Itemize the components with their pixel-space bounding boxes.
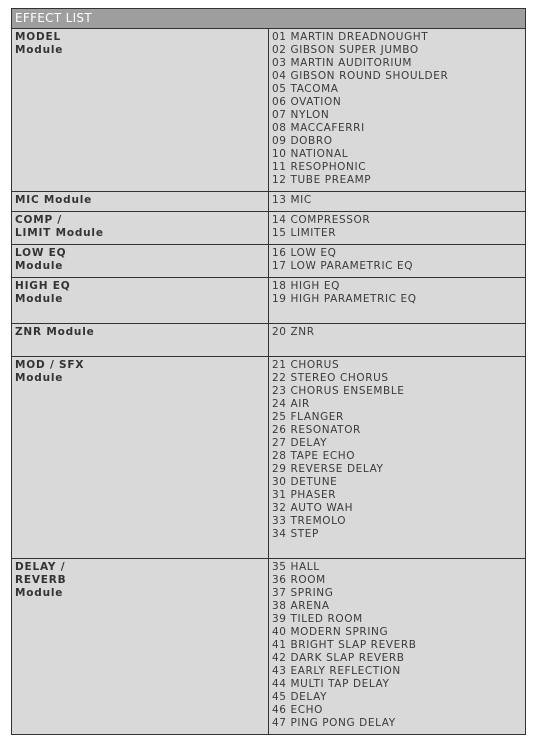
effects-cell — [269, 559, 526, 735]
effect-item: 03 MARTIN AUDITORIUM — [272, 57, 413, 69]
effect-item: 27 DELAY — [272, 437, 328, 449]
effect-item: 47 PING PONG DELAY — [272, 717, 396, 729]
module-name: HIGH EQ Module — [12, 278, 269, 324]
module-row — [12, 192, 526, 212]
effect-item: 33 TREMOLO — [272, 515, 347, 527]
module-name: LOW EQ Module — [12, 245, 269, 278]
effect-item: 39 TILED ROOM — [272, 613, 363, 625]
effect-item: 32 AUTO WAH — [272, 502, 354, 514]
effects-cell — [269, 245, 526, 278]
effect-item: 21 CHORUS — [272, 359, 340, 371]
effect-item: 28 TAPE ECHO — [272, 450, 356, 462]
module-name: MIC Module — [12, 192, 269, 212]
effect-item: 42 DARK SLAP REVERB — [272, 652, 405, 664]
effect-item: 34 STEP — [272, 528, 319, 540]
effect-item: 29 REVERSE DELAY — [272, 463, 384, 475]
effect-item: 20 ZNR — [272, 326, 315, 338]
effect-item: 43 EARLY REFLECTION — [272, 665, 401, 677]
effect-item: 13 MIC — [272, 194, 312, 206]
effect-item: 23 CHORUS ENSEMBLE — [272, 385, 405, 397]
module-row — [12, 29, 526, 192]
effect-item: 16 LOW EQ — [272, 247, 337, 259]
module-row — [12, 324, 526, 357]
effect-item: 04 GIBSON ROUND SHOULDER — [272, 70, 449, 82]
effect-item: 05 TACOMA — [272, 83, 339, 95]
module-name: ZNR Module — [12, 324, 269, 357]
effect-item: 14 COMPRESSOR — [272, 214, 371, 226]
module-name: DELAY / REVERB Module — [12, 559, 269, 735]
effect-item: 18 HIGH EQ — [272, 280, 340, 292]
effect-item: 38 ARENA — [272, 600, 330, 612]
module-row — [12, 212, 526, 245]
effect-item: 45 DELAY — [272, 691, 328, 703]
module-name: MOD / SFX Module — [12, 357, 269, 559]
effect-item: 12 TUBE PREAMP — [272, 174, 372, 186]
module-row — [12, 245, 526, 278]
effect-item: 15 LIMITER — [272, 227, 337, 239]
module-row — [12, 278, 526, 324]
effect-item: 22 STEREO CHORUS — [272, 372, 389, 384]
effect-item: 10 NATIONAL — [272, 148, 349, 160]
effect-item: 30 DETUNE — [272, 476, 338, 488]
effect-item: 06 OVATION — [272, 96, 342, 108]
module-name: MODEL Module — [12, 29, 269, 192]
module-row — [12, 559, 526, 735]
effect-item: 31 PHASER — [272, 489, 337, 501]
effect-item: 36 ROOM — [272, 574, 326, 586]
effect-item: 01 MARTIN DREADNOUGHT — [272, 31, 429, 43]
effect-item: 35 HALL — [272, 561, 320, 573]
effects-cell — [269, 324, 526, 357]
effects-cell — [269, 29, 526, 192]
module-row — [12, 357, 526, 559]
effect-item: 26 RESONATOR — [272, 424, 361, 436]
header-row — [12, 9, 526, 29]
effect-item: 25 FLANGER — [272, 411, 344, 423]
effects-cell — [269, 278, 526, 324]
effect-item: 11 RESOPHONIC — [272, 161, 367, 173]
effect-item: 17 LOW PARAMETRIC EQ — [272, 260, 414, 272]
effect-item: 37 SPRING — [272, 587, 334, 599]
effect-item: 46 ECHO — [272, 704, 324, 716]
effects-cell — [269, 357, 526, 559]
table-title: EFFECT LIST — [12, 9, 526, 29]
effect-item: 09 DOBRO — [272, 135, 333, 147]
effect-item: 02 GIBSON SUPER JUMBO — [272, 44, 419, 56]
effect-item: 24 AIR — [272, 398, 310, 410]
effect-item: 40 MODERN SPRING — [272, 626, 389, 638]
effects-cell — [269, 192, 526, 212]
effect-list-table — [11, 8, 526, 735]
effect-item: 41 BRIGHT SLAP REVERB — [272, 639, 417, 651]
effect-item: 07 NYLON — [272, 109, 330, 121]
effect-item: 19 HIGH PARAMETRIC EQ — [272, 293, 417, 305]
effect-item: 08 MACCAFERRI — [272, 122, 365, 134]
module-name: COMP / LIMIT Module — [12, 212, 269, 245]
effect-list-container — [11, 8, 526, 735]
effect-item: 44 MULTI TAP DELAY — [272, 678, 390, 690]
effects-cell — [269, 212, 526, 245]
